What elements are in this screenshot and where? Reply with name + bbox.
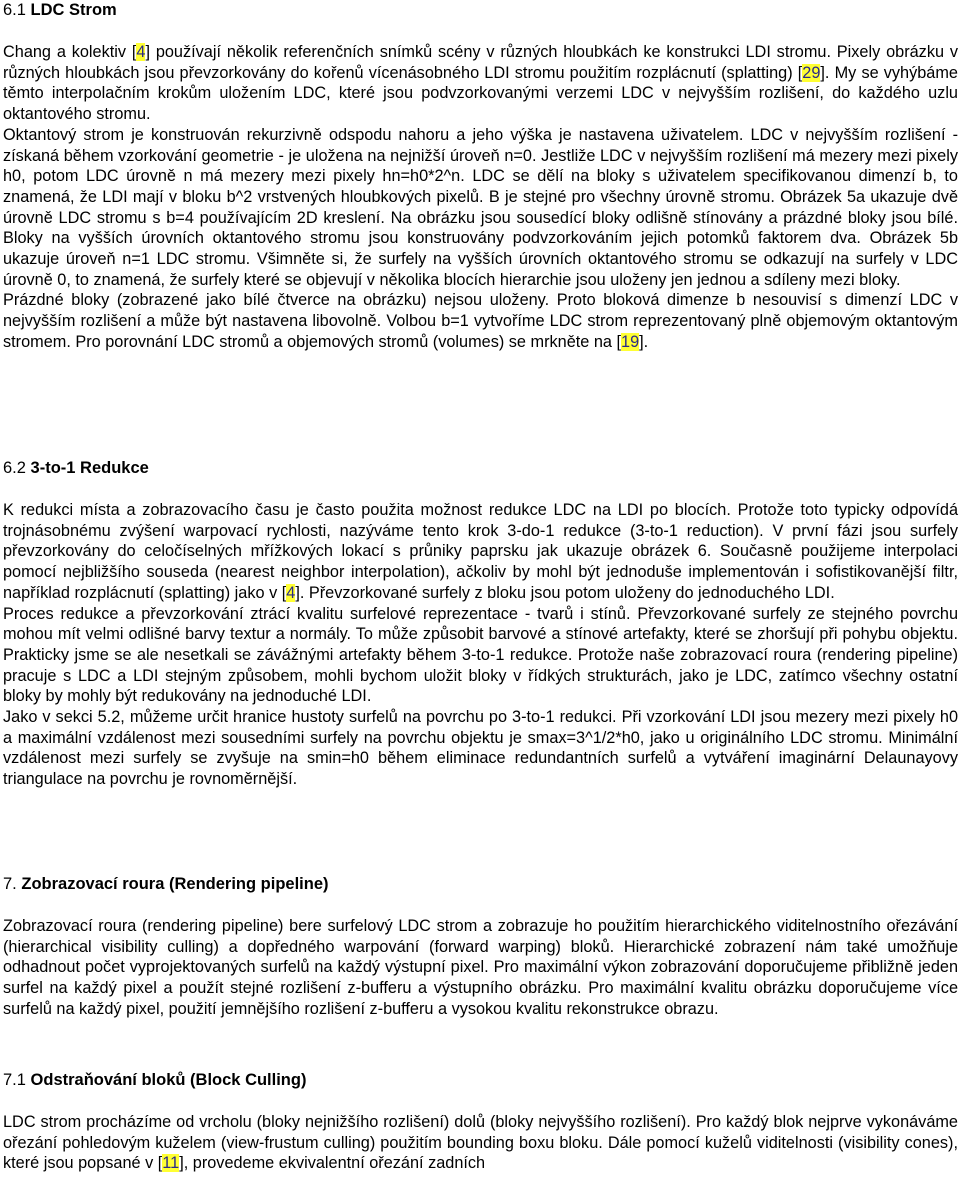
citation-link[interactable]: 4 xyxy=(286,583,296,602)
section-body-6-1 xyxy=(3,42,958,353)
section-heading-6-1 xyxy=(3,0,117,20)
section-number: 7.1 xyxy=(3,1071,26,1089)
text-run: K redukci místa a zobrazovacího času je často použita možnost redukce LDC na LDI po blocích. Protože toto typicky odpovídá trojnásobnému zvýšení warpovací rychlosti, nazýváme tento krok 3-do-1 redukce (3-to-1 reduction). V první fázi jsou surfely převzorkovány do celočíselných mřížkových lokací s průniky paprsku jak ukazuje obrázek 6. Současně použijeme interpolaci pomocí nejbližšího souseda (nearest neighbor interpolation), ačkoliv by mohl být jednoduše implementován i sofistikovanější filtr, například rozplácnutí (splatting) jako v [ xyxy=(3,501,958,602)
paragraph: Proces redukce a převzorkování ztrácí kvalitu surfelové reprezentace - tvarů i stínů. Převzorkované surfely ze stejného povrchu mohou mít velmi odlišné barvy textur a normály. To může způsobit barvové a stínové artefakty, které se zhoršují při pohybu objektu. Prakticky jsme se ale nesetkali se závážnými artefakty během 3-to-1 redukce. Protože naše zobrazovací roura (rendering pipeline) pracuje s LDC a LDI stejným způsobem, mohli bychom uložit bloky v řídkých strukturách, jako je LDC, zatímco všechny ostatní bloky by mohly být redukovány na jednoduché LDI. xyxy=(3,604,958,706)
paragraph xyxy=(3,290,958,352)
text-run: ], provedeme ekvivalentní ořezání zadních xyxy=(179,1154,486,1173)
section-title: LDC Strom xyxy=(30,1,117,19)
section-body-7-1 xyxy=(3,1112,958,1174)
section-number: 6.2 xyxy=(3,459,26,477)
section-heading-7-1 xyxy=(3,1070,306,1090)
citation-link[interactable]: 29 xyxy=(802,63,821,82)
text-run: ]. Převzorkované surfely z bloku jsou potom uloženy do jednoduchého LDI. xyxy=(295,583,835,602)
paragraph xyxy=(3,500,958,604)
section-number: 7. xyxy=(3,875,17,893)
section-body-7 xyxy=(3,916,958,1020)
section-title: Zobrazovací roura (Rendering pipeline) xyxy=(21,875,329,893)
paragraph xyxy=(3,1112,958,1174)
citation-link[interactable]: 19 xyxy=(621,332,640,351)
text-run: ]. My se vyhýbáme těmto interpolačním krokům uložením LDC, které jsou podvzorkovanými verzemi LDC v nejvyšším rozlišení, do každého uzlu oktantového stromu. xyxy=(3,63,958,124)
text-run: Prázdné bloky (zobrazené jako bílé čtverce na obrázku) nejsou uloženy. Proto bloková dimenze b nesouvisí s dimenzí LDC v nejvyšším rozlišení a může být nastavena libovolně. Volbou b=1 vytvoříme LDC strom reprezentovaný plně objemovým oktantovým stromem. Pro porovnání LDC stromů a objemových stromů (volumes) se mrkněte na [ xyxy=(3,291,958,351)
section-heading-7 xyxy=(3,874,329,894)
section-heading-6-2 xyxy=(3,458,149,478)
paragraph: Zobrazovací roura (rendering pipeline) bere surfelový LDC strom a zobrazuje ho použitím hierarchického viditelnostního ořezávání (hierarchical visibility culling) a dopředného warpování (forward warping) bloků. Hierarchické zobrazení nám také umožňuje odhadnout počet vyprojektovaných surfelů na každý výstupní pixel. Pro maximální výkon zobrazování doporučujeme přibližně jeden surfel na každý pixel a použít stejné rozlišení z-bufferu a výstupního obrázku. Pro maximální kvalitu obrázku doporučujeme více surfelů na každý pixel, použití jemnějšího rozlišení z-bufferu a vysokou kvalitu rekonstrukce obrazu. xyxy=(3,917,958,1018)
paragraph: Oktantový strom je konstruován rekurzivně odspodu nahoru a jeho výška je nastavena uživatelem. LDC v nejvyšším rozlišení - získaná během vzorkování geometrie - je uložena na nejnižší úroveň n=0. Jestliže LDC v nejvyšším rozlišení má mezery mezi pixely h0, potom LDC úrovně n má mezery mezi pixely hn=h0*2^n. LDC se dělí na bloky s uživatelem specifikovanou dimenzí b, to znamená, že LDI mají v bloku b^2 vrstvených hloubkových pixelů. B je stejné pro všechny úrovně stromu. Obrázek 5a ukazuje dvě úrovně LDC stromu s b=4 používajícím 2D kreslení. Na obrázku jsou sousedící bloky odlišně stínovány a prázdné bloky jsou bílé. Bloky na vyšších úrovních oktantového stromu jsou konstruovány podvzorkováním jejich potomků faktorem dva. Obrázek 5b ukazuje úroveň n=1 LDC stromu. Všimněte si, že surfely na vyšších úrovních oktantového stromu se odkazují na surfely v LDC úrovně 0, to znamená, že surfely které se objevují v několika blocích hierarchie jsou uloženy jen jednou a sdíleny mezi bloky. xyxy=(3,125,958,289)
text-run: LDC strom procházíme od vrcholu (bloky nejnižšího rozlišení) dolů (bloky nejvyššího rozlišení). Pro každý blok nejprve vykonáváme ořezání pohledovým kuželem (view-frustum culling) použitím bounding boxu bloku. Dále pomocí kuželů viditelnosti (visibility cones), které jsou popsané v [ xyxy=(3,1113,958,1173)
section-number: 6.1 xyxy=(3,1,26,19)
paragraph xyxy=(3,42,958,125)
section-title: 3-to-1 Redukce xyxy=(30,459,149,477)
text-run: ]. xyxy=(639,332,649,351)
text-run: ] používají několik referenčních snímků scény v různých hloubkách ke konstrukci LDI stromu. Pixely obrázku v různých hloubkách jsou převzorkovány do kořenů vícenásobného LDI stromu použitím rozplácnutí (splatting) [ xyxy=(3,43,958,82)
section-body-6-2 xyxy=(3,500,958,790)
citation-link[interactable]: 4 xyxy=(136,43,146,61)
citation-link[interactable]: 11 xyxy=(162,1154,180,1173)
section-title: Odstraňování bloků (Block Culling) xyxy=(30,1071,307,1089)
paragraph: Jako v sekci 5.2, můžeme určit hranice hustoty surfelů na povrchu po 3-to-1 redukci. Při vzorkování LDI jsou mezery mezi pixely h0 a maximální vzdálenost mezi sousedními surfely na povrchu objektu je smax=3^1/2*h0, jako u originálního LDC stromu. Minimální vzdálenost mezi surfely se zvyšuje na smin=h0 během eliminace redundantních surfelů a vytváření imaginární Delaunayovy triangulace na povrchu je rovnoměrnější. xyxy=(3,708,958,789)
text-run: Chang a kolektiv [ xyxy=(3,43,137,61)
